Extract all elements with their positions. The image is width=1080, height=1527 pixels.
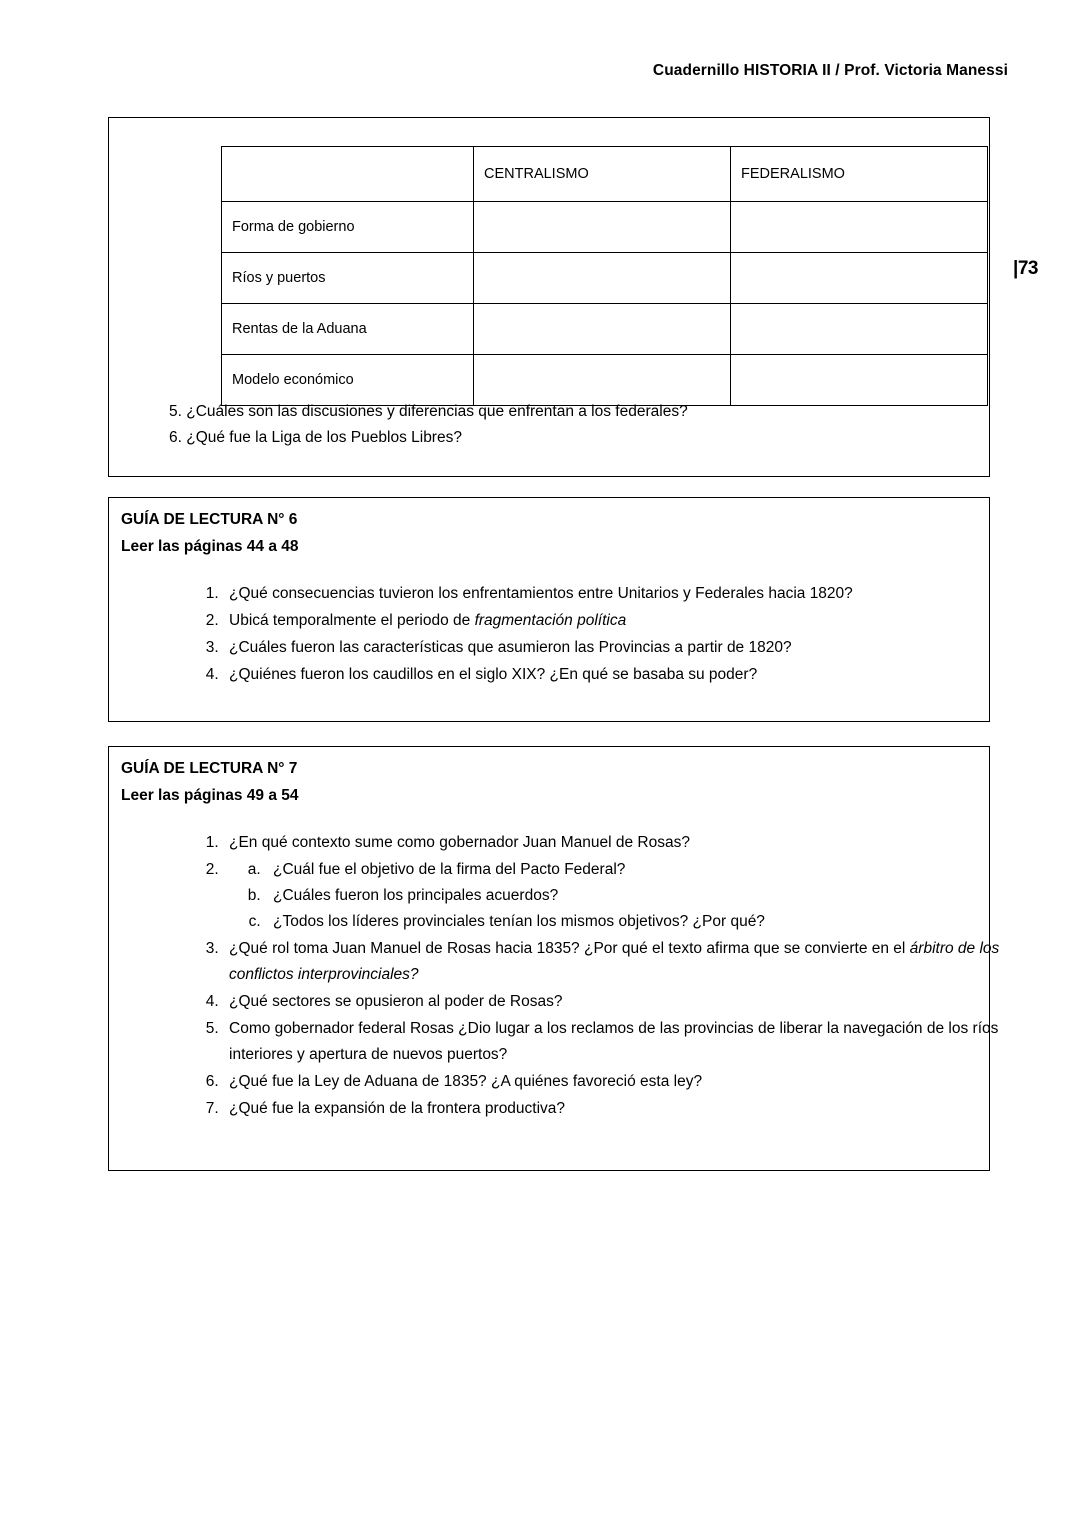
comparison-table [221, 146, 988, 406]
guia7-question-5: 5. Como gobernador federal Rosas ¿Dio lugar a los reclamos de las provincias de liberar la navegación de los ríos interiores y apertura de nuevos puertos? [223, 1016, 1013, 1068]
table-header-centralismo: CENTRALISMO [474, 147, 731, 202]
guia7-question-3-text: ¿Qué rol toma Juan Manuel de Rosas hacia 1835? ¿Por qué el texto afirma que se convierte en el [229, 940, 910, 957]
guia-lectura-7-box [108, 746, 1000, 1171]
table-row [222, 355, 988, 406]
table-row [222, 304, 988, 355]
table-row-label: Forma de gobierno [222, 202, 474, 253]
table-questions-list [169, 399, 688, 451]
guia6-subtitle: Leer las páginas 44 a 48 [121, 538, 299, 555]
page-number: |73 [1013, 258, 1038, 279]
table-row [222, 202, 988, 253]
table-cell-federalismo[interactable] [731, 253, 988, 304]
guia7-question-3-emphasis: árbitro de los conflictos interprovinciales? [229, 940, 1000, 983]
table-header-blank [222, 147, 474, 202]
table-header-row [222, 147, 988, 202]
table-cell-centralismo[interactable] [474, 253, 731, 304]
guia6-question-2-emphasis: fragmentación política [474, 612, 627, 629]
table-section-box [108, 117, 990, 477]
guia7-question-7: 7. ¿Qué fue la expansión de la frontera productiva? [223, 1096, 1013, 1122]
guia7-subtitle: Leer las páginas 49 a 54 [121, 787, 299, 804]
guia6-question-3: 3. ¿Cuáles fueron las características que asumieron las Provincias a partir de 1820? [223, 635, 1013, 661]
guia7-question-1: 1. ¿En qué contexto sume como gobernador Juan Manuel de Rosas? [223, 830, 1013, 856]
table-cell-centralismo[interactable] [474, 304, 731, 355]
table-row [222, 253, 988, 304]
guia7-subquestion-c: c. ¿Todos los líderes provinciales tenían los mismos objetivos? ¿Por qué? [265, 909, 1013, 935]
guia7-content [109, 747, 1000, 1170]
guia6-title: GUÍA DE LECTURA N° 6 [121, 511, 298, 528]
guia7-subquestion-a: a. 2. ¿Cuál fue el objetivo de la firma del Pacto Federal? [265, 857, 1013, 883]
guia6-content [109, 498, 989, 721]
table-header-federalismo: FEDERALISMO [731, 147, 988, 202]
table-cell-centralismo[interactable] [474, 202, 731, 253]
guia6-question-2 [223, 608, 1013, 634]
table-cell-federalismo[interactable] [731, 355, 988, 406]
table-question-5: 5. ¿Cuáles son las discusiones y diferencias que enfrentan a los federales? [169, 403, 688, 420]
table-row-label: Modelo económico [222, 355, 474, 406]
guia-lectura-6-box [108, 497, 990, 722]
table-row-label: Rentas de la Aduana [222, 304, 474, 355]
table-row-label: Ríos y puertos [222, 253, 474, 304]
table-question-6: 6. ¿Qué fue la Liga de los Pueblos Libres? [169, 429, 462, 446]
guia6-question-1: 1. ¿Qué consecuencias tuvieron los enfrentamientos entre Unitarios y Federales hacia 1820? [223, 581, 1013, 607]
guia7-question-3 [223, 936, 1013, 988]
page-header: Cuadernillo HISTORIA II / Prof. Victoria Manessi [652, 62, 1008, 79]
table-cell-centralismo[interactable] [474, 355, 731, 406]
guia7-question-list [179, 830, 1013, 1123]
guia7-title: GUÍA DE LECTURA N° 7 [121, 760, 298, 777]
table-cell-federalismo[interactable] [731, 304, 988, 355]
table-cell-federalismo[interactable] [731, 202, 988, 253]
guia6-question-2-text: Ubicá temporalmente el periodo de [229, 612, 475, 629]
guia7-subquestion-b: b. ¿Cuáles fueron los principales acuerdos? [265, 883, 1013, 909]
guia7-question-6: 6. ¿Qué fue la Ley de Aduana de 1835? ¿A quiénes favoreció esta ley? [223, 1069, 1013, 1095]
guia6-question-list [179, 581, 1013, 689]
guia7-question-4: 4. ¿Qué sectores se opusieron al poder de Rosas? [223, 989, 1013, 1015]
guia7-question-2 [223, 857, 1013, 935]
guia6-question-4: 4. ¿Quiénes fueron los caudillos en el siglo XIX? ¿En qué se basaba su poder? [223, 662, 1013, 688]
guia7-subquestion-list [229, 857, 1013, 935]
